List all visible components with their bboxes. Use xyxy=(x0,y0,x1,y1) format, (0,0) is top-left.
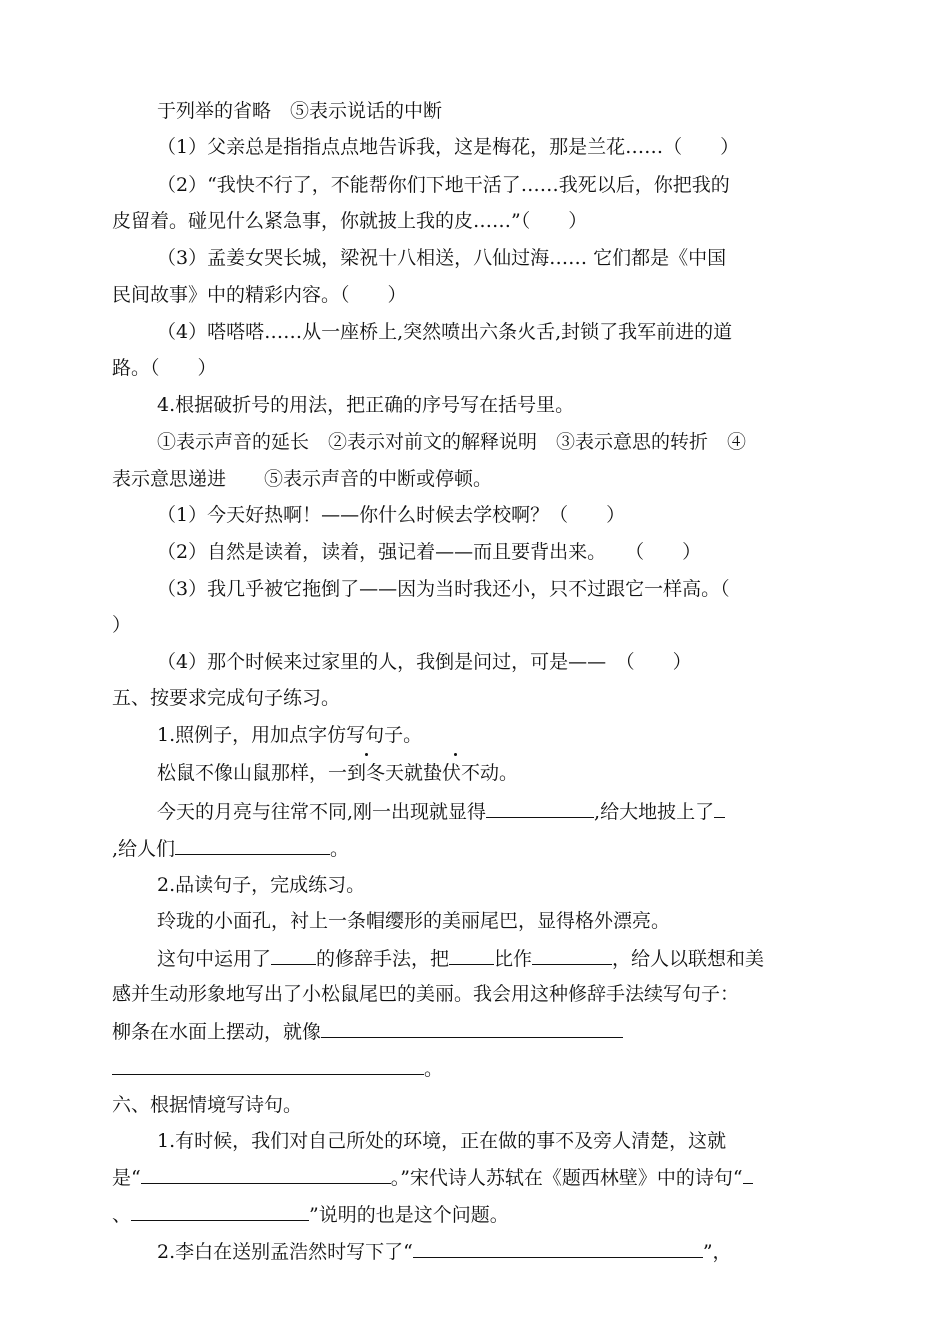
options-line: ①表示声音的延长 ②表示对前文的解释说明 ③表示意思的转折 ④ xyxy=(157,431,747,453)
example-sentence: 松鼠不像山鼠那样，一到冬天就蛰伏不动。 xyxy=(157,762,519,784)
fill-blank-line: 今天的月亮与往常不同,刚一出现就显得 ,给大地披上了 xyxy=(157,799,725,824)
question-heading: 2.品读句子，完成练习。 xyxy=(157,874,366,896)
answer-blank[interactable] xyxy=(449,946,494,965)
answer-blank[interactable] xyxy=(131,1202,309,1221)
section-heading: 六、根据情境写诗句。 xyxy=(112,1094,303,1116)
fill-blank-line: 是“ 。”宋代诗人苏轼在《题西林壁》中的诗句“ xyxy=(112,1165,753,1190)
answer-blank[interactable] xyxy=(532,946,612,965)
question-item: （1）今天好热啊！——你什么时候去学校啊？（ ） xyxy=(157,504,626,526)
text-line: 路。（ ） xyxy=(112,357,217,379)
fill-blank-line: 2.李白在送别孟浩然时写下了“ ”， xyxy=(157,1241,732,1263)
answer-blank[interactable] xyxy=(175,836,330,855)
question-item: （3）我几乎被它拖倒了——因为当时我还小，只不过跟它一样高。（ xyxy=(157,578,730,600)
question-item: （4）那个时候来过家里的人，我倒是问过，可是—— （ ） xyxy=(157,651,692,673)
fill-blank-line: 这句中运用了 的修辞手法，把 比作 ，给人以联想和美 xyxy=(157,948,765,970)
question-heading: 1.照例子，用加点字仿写句子。 xyxy=(157,724,423,746)
fill-blank-line: 柳条在水面上摆动，就像 xyxy=(112,1019,623,1044)
answer-blank[interactable] xyxy=(271,946,316,965)
emphasis-dot xyxy=(454,753,457,756)
answer-blank[interactable] xyxy=(112,1056,424,1075)
section-heading: 五、按要求完成句子练习。 xyxy=(112,687,341,709)
fill-blank-line: 。 xyxy=(112,1056,443,1081)
text-line: ） xyxy=(112,614,132,636)
text-line: 民间故事》中的精彩内容。（ ） xyxy=(112,284,407,306)
question-item: （2）自然是读着，读着，强记着——而且要背出来。 （ ） xyxy=(157,541,702,563)
fill-blank-line: ,给人们 。 xyxy=(112,838,350,860)
answer-blank[interactable] xyxy=(141,1165,391,1184)
question-item: （1）父亲总是指指点点地告诉我，这是梅花，那是兰花……（ ） xyxy=(157,136,740,158)
fill-blank-line: 、 ”说明的也是这个问题。 xyxy=(112,1204,509,1226)
example-sentence: 玲珑的小面孔，衬上一条帽缨形的美丽尾巴，显得格外漂亮。 xyxy=(157,910,671,932)
question-heading: 4.根据破折号的用法，把正确的序号写在括号里。 xyxy=(157,394,575,416)
answer-blank[interactable] xyxy=(714,799,725,818)
text-line: 于列举的省略 ⑤表示说话的中断 xyxy=(157,100,443,122)
answer-blank[interactable] xyxy=(321,1019,623,1038)
text-line: 皮留着。碰见什么紧急事，你就披上我的皮……”（ ） xyxy=(112,210,588,232)
question-item: （2）“我快不行了，不能帮你们下地干活了……我死以后，你把我的 xyxy=(157,174,730,196)
options-line: 表示意思递进 ⑤表示声音的中断或停顿。 xyxy=(112,468,493,490)
question-item: （3）孟姜女哭长城，梁祝十八相送，八仙过海…… 它们都是《中国 xyxy=(157,247,727,269)
emphasis-dot xyxy=(365,753,368,756)
text-line: 感并生动形象地写出了小松鼠尾巴的美丽。我会用这种修辞手法续写句子： xyxy=(112,983,740,1005)
question-item: 1.有时候，我们对自己所处的环境，正在做的事不及旁人清楚，这就 xyxy=(157,1130,727,1152)
answer-blank[interactable] xyxy=(413,1239,703,1258)
answer-blank[interactable] xyxy=(743,1165,753,1184)
question-item: （4）嗒嗒嗒……从一座桥上,突然喷出六条火舌,封锁了我军前进的道 xyxy=(157,321,733,343)
answer-blank[interactable] xyxy=(486,799,594,818)
